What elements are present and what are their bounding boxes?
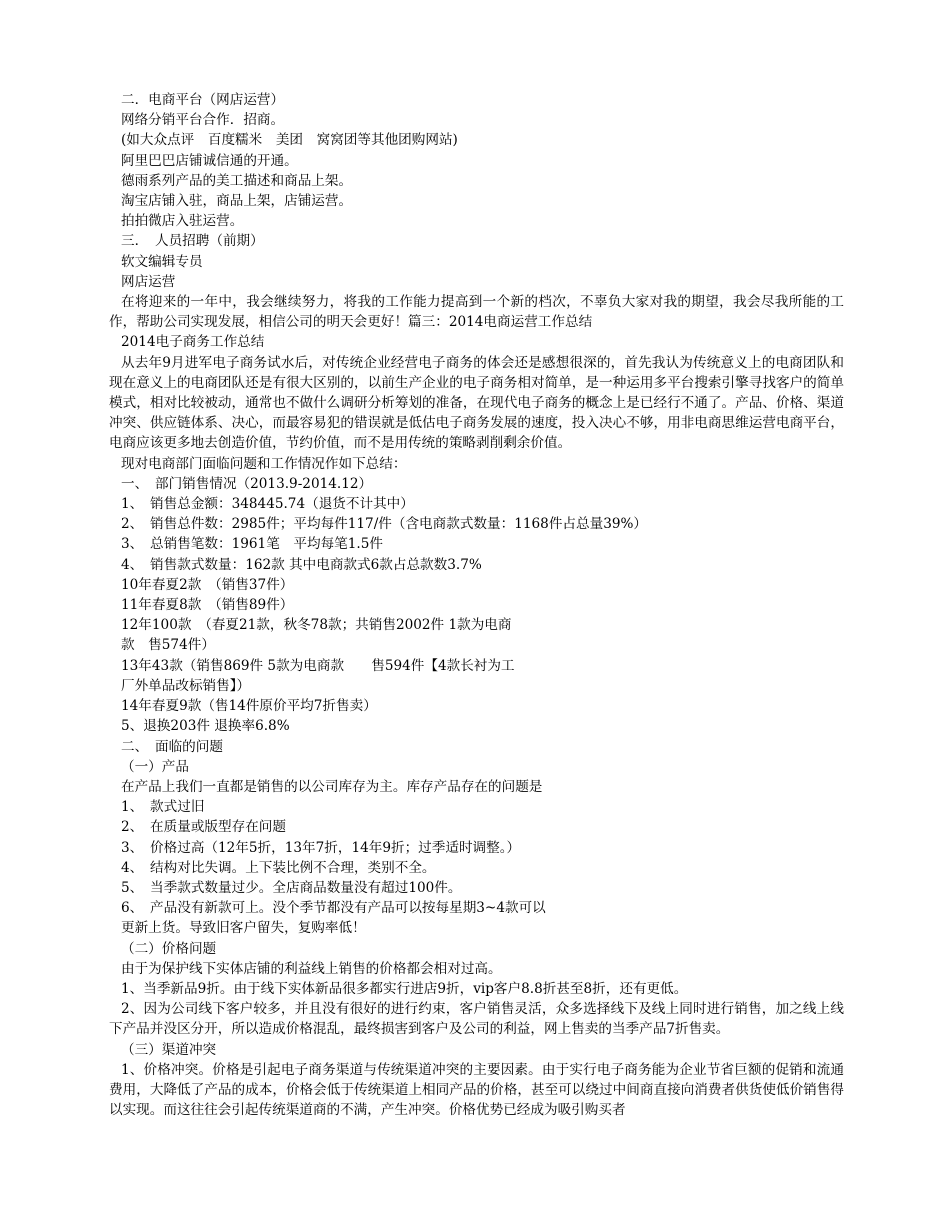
text-line: 更新上货。导致旧客户留失，复购率低！ <box>121 920 366 937</box>
text-line: 1、 款式过旧 <box>121 799 205 816</box>
section-heading: 二、 面临的问题 <box>121 738 223 755</box>
text-line: 2、 销售总件数：2985件；平均每件117/件（含电商款式数量：1168件占总量39%） <box>121 516 647 533</box>
text-line: 阿里巴巴店铺诚信通的开通。 <box>121 152 298 169</box>
text-line: 软文编辑专员 <box>121 253 203 270</box>
paragraph-body: 1、价格冲突。价格是引起电子商务渠道与传统渠道冲突的主要因素。由于实行电子商务能为企业节省巨额的促销和流通费用，大降低了产品的成本，价格会低于传统渠道上相同产品的价格，甚至可以绕过中间商直接向消费者供货使低价销售得以实现。而这往往会引起传统渠道商的不满，产生冲突。价格优势已经成为吸引购买者 <box>109 1061 844 1119</box>
text-line: 1、当季新品9折。由于线下实体新品很多都实行进店9折，vip客户8.8折甚至8折，还有更低。 <box>121 980 688 997</box>
text-line: 13年43款（销售869件 5款为电商款 售594件【4款长衬为工 <box>121 657 515 674</box>
paragraph <box>109 999 844 1039</box>
paragraph-body: 从去年9月进军电子商务试水后，对传统企业经营电子商务的体会还是感想很深的，首先我认为传统意义上的电商团队和现在意义上的电商团队还是有很大区别的，以前生产企业的电子商务相对简单，是一种运用多平台搜索引擎寻找客户的简单模式，相对比较被动，通常也不做什么调研分析筹划的准备，在现代电子商务的概念上是已经行不通了。产品、价格、渠道冲突、供应链体系、决心，而最容易犯的错误就是低估电子商务发展的速度，投入决心不够，用非电商思维运营电商平台，电商应该更多地去创造价值，节约价值，而不是用传统的策略剥削剩余价值。 <box>109 354 844 452</box>
paragraph <box>109 292 844 332</box>
text-line: 14年春夏9款（售14件原价平均7折售卖） <box>121 698 377 715</box>
text-line: 5、 当季款式数量过少。全店商品数量没有超过100件。 <box>121 879 462 896</box>
text-line: 现对电商部门面临问题和工作情况作如下总结： <box>121 455 407 472</box>
text-line: 1、 销售总金额：348445.74（退货不计其中） <box>121 496 414 513</box>
paragraph-body: 在将迎来的一年中，我会继续努力，将我的工作能力提高到一个新的档次，不辜负大家对我的期望，我会尽我所能的工作，帮助公司实现发展，相信公司的明天会更好！篇三：2014电商运营工作总结 <box>109 294 844 331</box>
text-line: 11年春夏8款 （销售89件） <box>121 597 294 614</box>
text-line: 拍拍微店入驻运营。 <box>121 213 244 230</box>
section-heading: 一、 部门销售情况（2013.9-2014.12） <box>121 475 373 492</box>
text-line: 10年春夏2款 （销售37件） <box>121 576 294 593</box>
subsection-heading: （二）价格问题 <box>121 940 217 957</box>
text-line: 二．电商平台（网店运营） <box>121 92 285 108</box>
text-line: (如大众点评 百度糯米 美团 窝窝团等其他团购网站) <box>121 132 458 149</box>
text-line: 2、 在质量或版型存在问题 <box>121 819 286 836</box>
text-line: 4、 结构对比失调。上下装比例不合理，类别不全。 <box>121 859 436 876</box>
text-line: 6、 产品没有新款可上。没个季节都没有产品可以按每星期3~4款可以 <box>121 900 546 917</box>
text-line: 5、退换203件 退换率6.8% <box>121 718 290 735</box>
text-line: 厂外单品改标销售】） <box>121 677 251 694</box>
text-line: 4、 销售款式数量：162款 其中电商款式6款占总款数3.7% <box>121 556 482 573</box>
text-line: 由于为保护线下实体店铺的利益线上销售的价格都会相对过高。 <box>121 960 502 977</box>
text-line: 3、 总销售笔数：1961笔 平均每笔1.5件 <box>121 536 383 553</box>
paragraph <box>109 1060 844 1121</box>
document-body <box>109 90 856 1120</box>
subsection-heading: （一）产品 <box>121 758 189 775</box>
section-heading: 三． 人员招聘（前期） <box>121 233 264 250</box>
text-line: 淘宝店铺入驻，商品上架，店铺运营。 <box>121 193 353 210</box>
text-line: 德雨系列产品的美工描述和商品上架。 <box>121 172 353 189</box>
subsection-heading: （三）渠道冲突 <box>121 1041 217 1058</box>
paragraph <box>109 353 844 454</box>
text-line: 网络分销平台合作．招商。 <box>121 112 285 129</box>
text-line: 网店运营 <box>121 273 176 290</box>
document-title: 2014电子商务工作总结 <box>121 334 265 351</box>
text-line: 3、 价格过高（12年5折，13年7折，14年9折；过季适时调整。） <box>121 839 521 856</box>
paragraph-body: 2、因为公司线下客户较多，并且没有很好的进行约束，客户销售灵活，众多选择线下及线上同时进行销售，加之线上线下产品并没区分开，所以造成价格混乱，最终损害到客户及公司的利益，网上售卖的当季产品7折售卖。 <box>109 1001 844 1038</box>
text-line: 款 售574件） <box>121 637 215 654</box>
text-line: 12年100款 （春夏21款，秋冬78款；共销售2002件 1款为电商 <box>121 617 512 634</box>
text-line: 在产品上我们一直都是销售的以公司库存为主。库存产品存在的问题是 <box>121 778 543 795</box>
